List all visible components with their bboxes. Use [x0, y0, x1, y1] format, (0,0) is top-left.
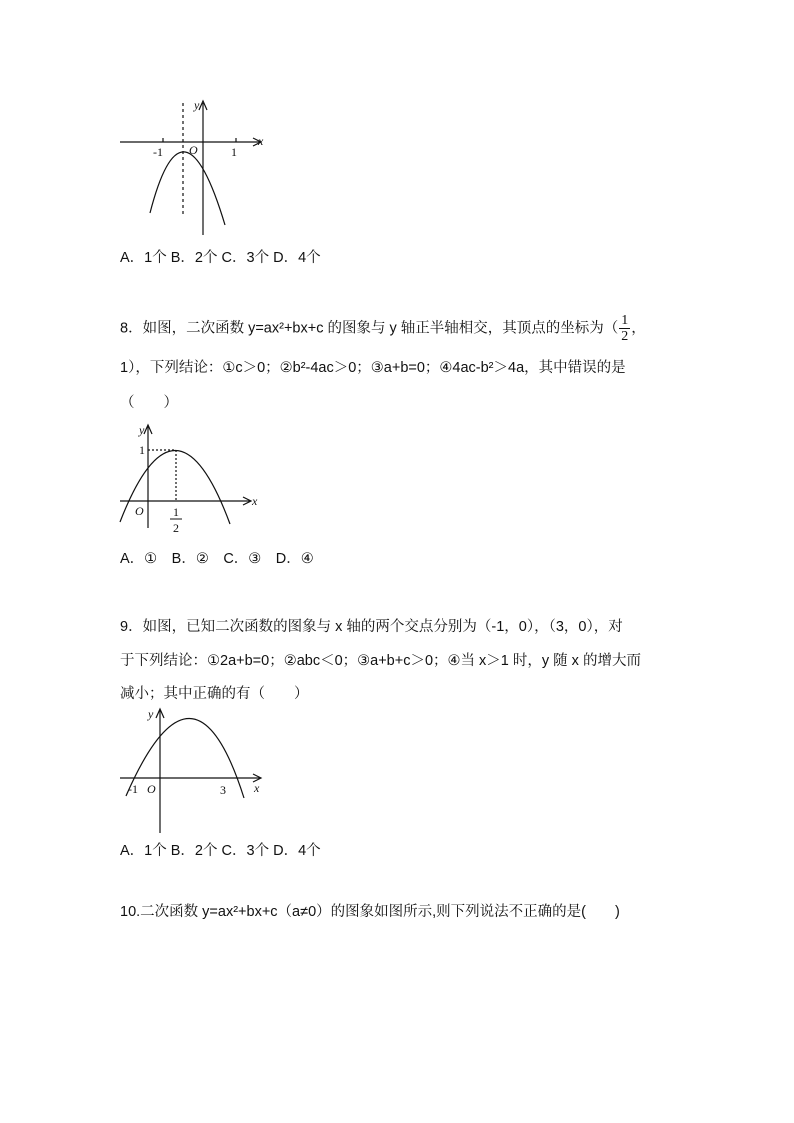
- q7-parabola-figure: [110, 95, 280, 240]
- q8-options: A．① B．② C．③ D．④: [120, 551, 314, 567]
- q9-stem-line3: 减小；其中正确的有（ ）: [120, 686, 309, 702]
- root-label-right: 3: [220, 783, 226, 797]
- root-label-left: -1: [128, 782, 138, 796]
- q9-stem-line2: 于下列结论：①2a+b=0；②abc＜0；③a+b+c＞0；④当 x＞1 时，y 随 x 的增大而: [120, 653, 641, 669]
- fraction-numerator: 1: [621, 313, 629, 328]
- q9-stem-line1: 9．如图，已知二次函数的图象与 x 轴的两个交点分别为（-1，0），（3，0），对: [120, 619, 623, 635]
- parabola-curve: [126, 718, 244, 798]
- parabola-curve: [150, 152, 225, 225]
- y-axis-label: y: [139, 423, 145, 437]
- tick-label-neg1: -1: [153, 145, 163, 159]
- x-axis-label: x: [254, 781, 260, 795]
- q8-stem-text: 8．如图，二次函数 y=ax²+bx+c 的图象与 y 轴正半轴相交，其顶点的坐标为: [120, 320, 604, 337]
- q7-options: A．1个 B．2个 C．3个 D．4个: [120, 250, 321, 266]
- origin-label: O: [147, 782, 156, 796]
- x-axis-label: x: [252, 494, 258, 508]
- q10-stem-line1: 10.二次函数 y=ax²+bx+c（a≠0）的图象如图所示,则下列说法不正确的是( ): [120, 904, 620, 920]
- y-tick-label: 1: [139, 443, 145, 457]
- y-axis-label: y: [148, 707, 154, 721]
- q9-parabola-figure: [110, 700, 280, 840]
- x-tick-numerator: 1: [173, 505, 179, 519]
- x-axis-label: x: [258, 134, 264, 148]
- open-paren: （: [603, 320, 619, 337]
- q8-stem-tail: ，: [631, 320, 646, 337]
- x-tick-denominator: 2: [173, 521, 179, 535]
- q8-stem-line3: （ ）: [120, 395, 178, 411]
- q8-stem-line2: 1），下列结论：①c＞0；②b²-4ac＞0；③a+b=0；④4ac-b²＞4a，其中错误的是: [120, 360, 626, 376]
- q8-parabola-figure: [110, 420, 270, 540]
- origin-label: O: [135, 504, 144, 518]
- tick-label-pos1: 1: [231, 145, 237, 159]
- q8-stem-line1: [120, 313, 646, 344]
- fraction-denominator: 2: [621, 329, 629, 344]
- y-axis-label: y: [194, 98, 200, 112]
- origin-label: O: [189, 143, 198, 157]
- vertex-x-fraction: [619, 313, 630, 344]
- q9-options: A．1个 B．2个 C．3个 D．4个: [120, 843, 321, 859]
